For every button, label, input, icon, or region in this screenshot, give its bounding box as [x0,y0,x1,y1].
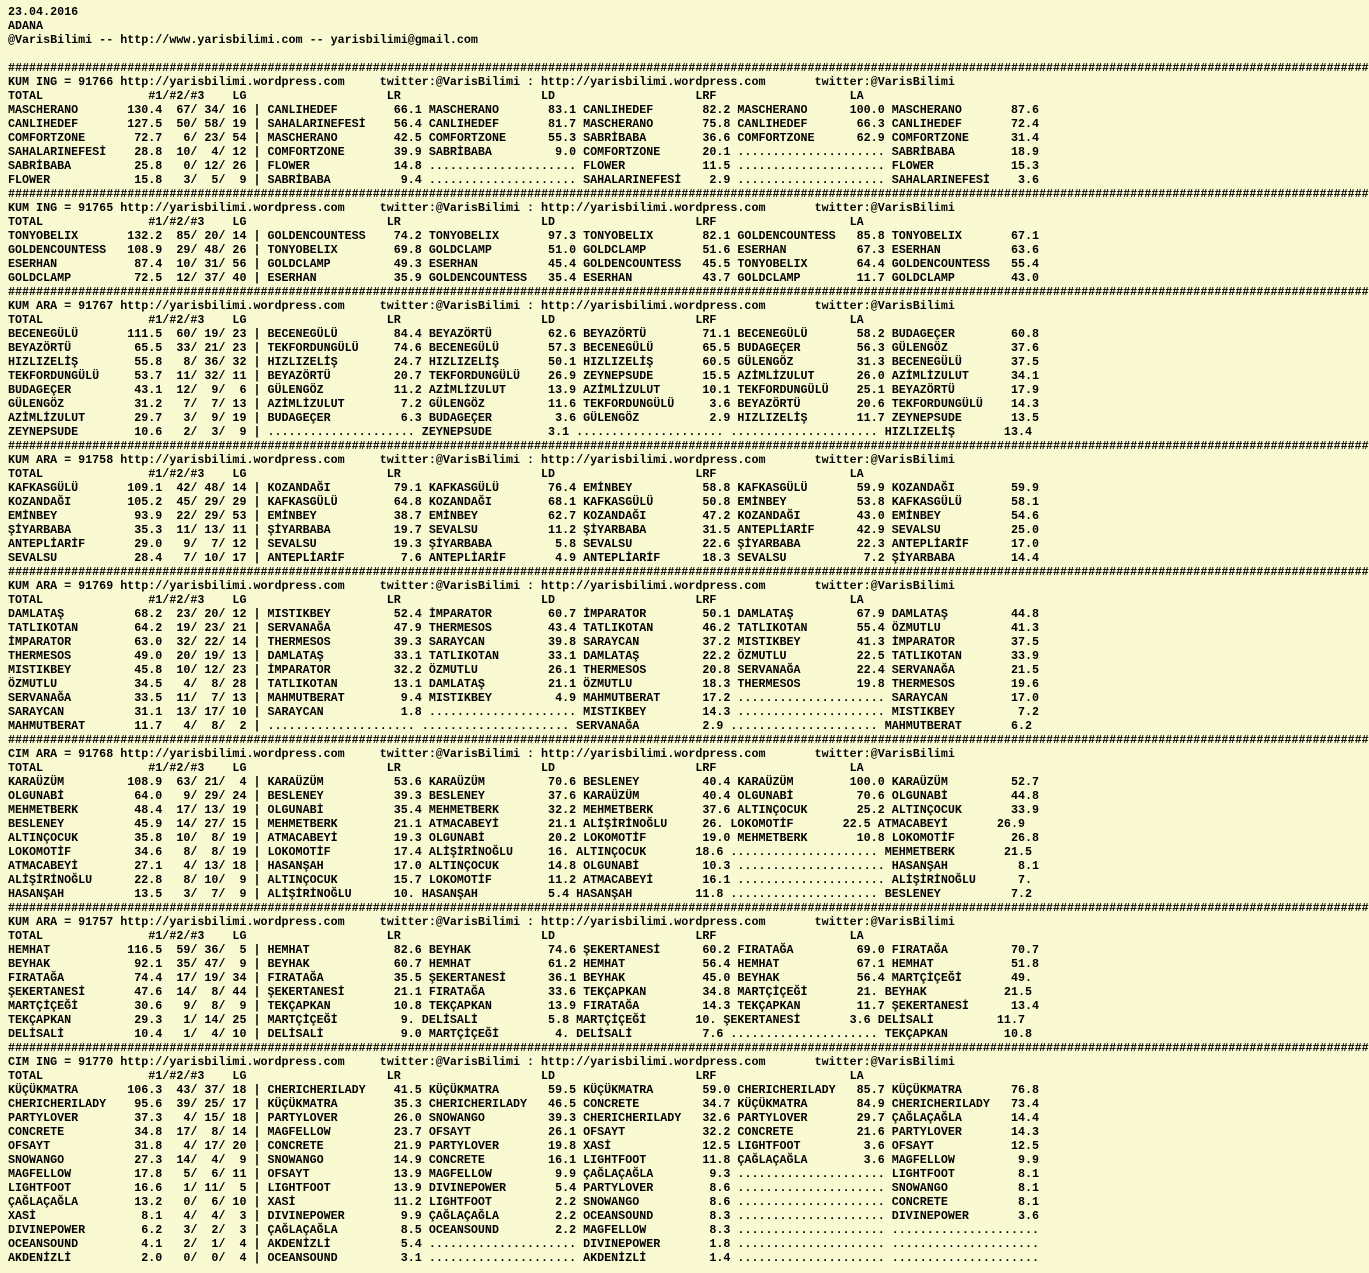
horse-row: KARAÜZÜM 108.9 63/ 21/ 4 | KARAÜZÜM 53.6 KARAÜZÜM 70.6 BESLENEY 40.4 KARAÜZÜM 100.0 KARAÜZÜM 52.7 [8,775,1040,789]
race-header-line: KUM ING = 91766 http://yarisbilimi.wordpress.com twitter:@VarisBilimi : http://yarisbilimi.wordpress.com twitter:@VarisBilimi [8,75,955,89]
horse-row: ÇAĞLAÇAĞLA 13.2 0/ 6/ 10 | XASİ 11.2 LIGHTFOOT 2.2 SNOWANGO 8.6 ..................... CONCRETE 8.1 [8,1195,1040,1209]
race-header-line: KUM ING = 91765 http://yarisbilimi.wordpress.com twitter:@VarisBilimi : http://yarisbilimi.wordpress.com twitter:@VarisBilimi [8,201,955,215]
horse-row: BEYHAK 92.1 35/ 47/ 9 | BEYHAK 60.7 HEMHAT 61.2 HEMHAT 56.4 HEMHAT 67.1 HEMHAT 51.8 [8,957,1040,971]
horse-row: ÖZMUTLU 34.5 4/ 8/ 28 | TATLIKOTAN 13.1 DAMLATAŞ 21.1 ÖZMUTLU 18.3 THERMESOS 19.8 THERMESOS 19.6 [8,677,1040,691]
document-contact: @VarisBilimi -- http://www.yarisbilimi.com -- yarisbilimi@gmail.com [8,33,478,47]
horse-row: GOLDENCOUNTESS 108.9 29/ 48/ 26 | TONYOBELIX 69.8 GOLDCLAMP 51.0 GOLDCLAMP 51.6 ESERHAN 67.3 ESERHAN 63.6 [8,243,1040,257]
horse-row: SARAYCAN 31.1 13/ 17/ 10 | SARAYCAN 1.8 ..................... MISTIKBEY 14.3 ..................... MISTIKBEY 7.2 [8,705,1040,719]
horse-row: İMPARATOR 63.0 32/ 22/ 14 | THERMESOS 39.3 SARAYCAN 39.8 SARAYCAN 37.2 MISTIKBEY 41.3 İMPARATOR 37.5 [8,635,1040,649]
document-date: 23.04.2016 [8,5,79,19]
separator-line: ################################################################################################################################################################################################## [8,1041,1369,1055]
horse-row: FIRATAĞA 74.4 17/ 19/ 34 | FIRATAĞA 35.5 ŞEKERTANESİ 36.1 BEYHAK 45.0 BEYHAK 56.4 MARTÇİÇEĞİ 49. [8,971,1032,985]
horse-row: GOLDCLAMP 72.5 12/ 37/ 40 | ESERHAN 35.9 GOLDENCOUNTESS 35.4 ESERHAN 43.7 GOLDCLAMP 11.7 GOLDCLAMP 43.0 [8,271,1040,285]
horse-row: KÜÇÜKMATRA 106.3 43/ 37/ 18 | CHERICHERILADY 41.5 KÜÇÜKMATRA 59.5 KÜÇÜKMATRA 59.0 CHERICHERILADY 85.7 KÜÇÜKMATRA 76.8 [8,1083,1040,1097]
horse-row: COMFORTZONE 72.7 6/ 23/ 54 | MASCHERANO 42.5 COMFORTZONE 55.3 SABRİBABA 36.6 COMFORTZONE 62.9 COMFORTZONE 31.4 [8,131,1040,145]
horse-row: BESLENEY 45.9 14/ 27/ 15 | MEHMETBERK 21.1 ATMACABEYİ 21.1 ALİŞİRİNOĞLU 26. LOKOMOTİF 22.5 ATMACABEYİ 26.9 [8,817,1025,831]
horse-row: ŞİYARBABA 35.3 11/ 13/ 11 | ŞİYARBABA 19.7 SEVALSU 11.2 ŞİYARBABA 31.5 ANTEPLİARİF 42.9 SEVALSU 25.0 [8,523,1040,537]
document-city: ADANA [8,19,44,33]
horse-row: TATLIKOTAN 64.2 19/ 23/ 21 | SERVANAĞA 47.9 THERMESOS 43.4 TATLIKOTAN 46.2 TATLIKOTAN 55.4 ÖZMUTLU 41.3 [8,621,1040,635]
horse-row: OCEANSOUND 4.1 2/ 1/ 4 | AKDENİZLİ 5.4 ..................... DIVINEPOWER 1.8 ..................... ..................... [8,1237,1040,1251]
horse-row: SAHALARINEFESİ 28.8 10/ 4/ 12 | COMFORTZONE 39.9 SABRİBABA 9.0 COMFORTZONE 20.1 ..................... SABRİBABA 18.9 [8,145,1040,159]
column-header-line: TOTAL #1/#2/#3 LG LR LD LRF LA [8,1069,864,1083]
horse-row: MAGFELLOW 17.8 5/ 6/ 11 | OFSAYT 13.9 MAGFELLOW 9.9 ÇAĞLAÇAĞLA 9.3 ..................... LIGHTFOOT 8.1 [8,1167,1040,1181]
separator-line: ################################################################################################################################################################################################## [8,733,1369,747]
horse-row: LIGHTFOOT 16.6 1/ 11/ 5 | LIGHTFOOT 13.9 DIVINEPOWER 5.4 PARTYLOVER 8.6 ..................... SNOWANGO 8.1 [8,1181,1040,1195]
horse-row: AKDENİZLİ 2.0 0/ 0/ 4 | OCEANSOUND 3.1 ..................... AKDENİZLİ 1.4 ..................... ..................... [8,1251,1040,1265]
horse-row: DELİSALİ 10.4 1/ 4/ 10 | DELİSALİ 9.0 MARTÇİÇEĞİ 4. DELİSALİ 7.6 ..................... TEKÇAPKAN 10.8 [8,1027,1032,1041]
horse-row: CONCRETE 34.8 17/ 8/ 14 | MAGFELLOW 23.7 OFSAYT 26.1 OFSAYT 32.2 CONCRETE 21.6 PARTYLOVER 14.3 [8,1125,1040,1139]
separator-line: ################################################################################################################################################################################################## [8,439,1369,453]
separator-line: ################################################################################################################################################################################################## [8,285,1369,299]
horse-row: TEKFORDUNGÜLÜ 53.7 11/ 32/ 11 | BEYAZÖRTÜ 20.7 TEKFORDUNGÜLÜ 26.9 ZEYNEPSUDE 15.5 AZİMLİZULUT 26.0 AZİMLİZULUT 34.1 [8,369,1040,383]
column-header-line: TOTAL #1/#2/#3 LG LR LD LRF LA [8,593,864,607]
horse-row: KOZANDAĞI 105.2 45/ 29/ 29 | KAFKASGÜLÜ 64.8 KOZANDAĞI 68.1 KAFKASGÜLÜ 50.8 EMİNBEY 53.8 KAFKASGÜLÜ 58.1 [8,495,1040,509]
race-header-line: KUM ARA = 91769 http://yarisbilimi.wordpress.com twitter:@VarisBilimi : http://yarisbilimi.wordpress.com twitter:@VarisBilimi [8,579,955,593]
horse-row: ŞEKERTANESİ 47.6 14/ 8/ 44 | ŞEKERTANESİ 21.1 FIRATAĞA 33.6 TEKÇAPKAN 34.8 MARTÇİÇEĞİ 21. BEYHAK 21.5 [8,985,1032,999]
separator-line: ################################################################################################################################################################################################## [8,61,1369,75]
horse-row: KAFKASGÜLÜ 109.1 42/ 48/ 14 | KOZANDAĞI 79.1 KAFKASGÜLÜ 76.4 EMİNBEY 58.8 KAFKASGÜLÜ 59.9 KOZANDAĞI 59.9 [8,481,1040,495]
race-header-line: CIM ING = 91770 http://yarisbilimi.wordpress.com twitter:@VarisBilimi : http://yarisbilimi.wordpress.com twitter:@VarisBilimi [8,1055,955,1069]
horse-row: LOKOMOTİF 34.6 8/ 8/ 19 | LOKOMOTİF 17.4 ALİŞİRİNOĞLU 16. ALTINÇOCUK 18.6 ..................... MEHMETBERK 21.5 [8,845,1032,859]
horse-row: OLGUNABİ 64.0 9/ 29/ 24 | BESLENEY 39.3 BESLENEY 37.6 KARAÜZÜM 40.4 OLGUNABİ 70.6 OLGUNABİ 44.8 [8,789,1040,803]
column-header-line: TOTAL #1/#2/#3 LG LR LD LRF LA [8,761,864,775]
horse-row: THERMESOS 49.0 20/ 19/ 13 | DAMLATAŞ 33.1 TATLIKOTAN 33.1 DAMLATAŞ 22.2 ÖZMUTLU 22.5 TATLIKOTAN 33.9 [8,649,1040,663]
column-header-line: TOTAL #1/#2/#3 LG LR LD LRF LA [8,313,864,327]
column-header-line: TOTAL #1/#2/#3 LG LR LD LRF LA [8,467,864,481]
horse-row: DAMLATAŞ 68.2 23/ 20/ 12 | MISTIKBEY 52.4 İMPARATOR 60.7 İMPARATOR 50.1 DAMLATAŞ 67.9 DAMLATAŞ 44.8 [8,607,1040,621]
horse-row: BEYAZÖRTÜ 65.5 33/ 21/ 23 | TEKFORDUNGÜLÜ 74.6 BECENEGÜLÜ 57.3 BECENEGÜLÜ 65.5 BUDAGEÇER 56.3 GÜLENGÖZ 37.6 [8,341,1040,355]
horse-row: SEVALSU 28.4 7/ 10/ 17 | ANTEPLİARİF 7.6 ANTEPLİARİF 4.9 ANTEPLİARİF 18.3 SEVALSU 7.2 ŞİYARBABA 14.4 [8,551,1040,565]
horse-row: DIVINEPOWER 6.2 3/ 2/ 3 | ÇAĞLAÇAĞLA 8.5 OCEANSOUND 2.2 MAGFELLOW 8.3 ..................... ..................... [8,1223,1040,1237]
horse-row: HASANŞAH 13.5 3/ 7/ 9 | ALİŞİRİNOĞLU 10. HASANŞAH 5.4 HASANŞAH 11.8 ..................... BESLENEY 7.2 [8,887,1032,901]
horse-row: PARTYLOVER 37.3 4/ 15/ 18 | PARTYLOVER 26.0 SNOWANGO 39.3 CHERICHERILADY 32.6 PARTYLOVER 29.7 ÇAĞLAÇAĞLA 14.4 [8,1111,1040,1125]
column-header-line: TOTAL #1/#2/#3 LG LR LD LRF LA [8,215,864,229]
horse-row: GÜLENGÖZ 31.2 7/ 7/ 13 | AZİMLİZULUT 7.2 GÜLENGÖZ 11.6 TEKFORDUNGÜLÜ 3.6 BEYAZÖRTÜ 20.6 TEKFORDUNGÜLÜ 14.3 [8,397,1040,411]
race-header-line: CIM ARA = 91768 http://yarisbilimi.wordpress.com twitter:@VarisBilimi : http://yarisbilimi.wordpress.com twitter:@VarisBilimi [8,747,955,761]
horse-row: TEKÇAPKAN 29.3 1/ 14/ 25 | MARTÇİÇEĞİ 9. DELİSALİ 5.8 MARTÇİÇEĞİ 10. ŞEKERTANESİ 3.6 DELİSALİ 11.7 [8,1013,1025,1027]
race-header-line: KUM ARA = 91767 http://yarisbilimi.wordpress.com twitter:@VarisBilimi : http://yarisbilimi.wordpress.com twitter:@VarisBilimi [8,299,955,313]
horse-row: SABRİBABA 25.8 0/ 12/ 26 | FLOWER 14.8 ..................... FLOWER 11.5 ..................... FLOWER 15.3 [8,159,1040,173]
horse-row: MARTÇİÇEĞİ 30.6 9/ 8/ 9 | TEKÇAPKAN 10.8 TEKÇAPKAN 13.9 FIRATAĞA 14.3 TEKÇAPKAN 11.7 ŞEKERTANESİ 13.4 [8,999,1040,1013]
horse-row: SERVANAĞA 33.5 11/ 7/ 13 | MAHMUTBERAT 9.4 MISTIKBEY 4.9 MAHMUTBERAT 17.2 ..................... SARAYCAN 17.0 [8,691,1040,705]
separator-line: ################################################################################################################################################################################################## [8,901,1369,915]
separator-line: ################################################################################################################################################################################################## [8,565,1369,579]
horse-row: TONYOBELIX 132.2 85/ 20/ 14 | GOLDENCOUNTESS 74.2 TONYOBELIX 97.3 TONYOBELIX 82.1 GOLDENCOUNTESS 85.8 TONYOBELIX 67.1 [8,229,1040,243]
horse-row: MAHMUTBERAT 11.7 4/ 8/ 2 | ..................... ..................... SERVANAĞA 2.9 ..................... MAHMUTBERAT 6.2 [8,719,1032,733]
report-lines [8,47,1369,1265]
column-header-line: TOTAL #1/#2/#3 LG LR LD LRF LA [8,929,864,943]
column-header-line: TOTAL #1/#2/#3 LG LR LD LRF LA [8,89,864,103]
horse-row: ESERHAN 87.4 10/ 31/ 56 | GOLDCLAMP 49.3 ESERHAN 45.4 GOLDENCOUNTESS 45.5 TONYOBELIX 64.4 GOLDENCOUNTESS 55.4 [8,257,1040,271]
horse-row: AZİMLİZULUT 29.7 3/ 9/ 19 | BUDAGEÇER 6.3 BUDAGEÇER 3.6 GÜLENGÖZ 2.9 HIZLIZELİŞ 11.7 ZEYNEPSUDE 13.5 [8,411,1040,425]
race-header-line: KUM ARA = 91758 http://yarisbilimi.wordpress.com twitter:@VarisBilimi : http://yarisbilimi.wordpress.com twitter:@VarisBilimi [8,453,955,467]
horse-row: XASİ 8.1 4/ 4/ 3 | DIVINEPOWER 9.9 ÇAĞLAÇAĞLA 2.2 OCEANSOUND 8.3 ..................... DIVINEPOWER 3.6 [8,1209,1040,1223]
horse-row: OFSAYT 31.8 4/ 17/ 20 | CONCRETE 21.9 PARTYLOVER 19.8 XASİ 12.5 LIGHTFOOT 3.6 OFSAYT 12.5 [8,1139,1040,1153]
race-header-line: KUM ARA = 91757 http://yarisbilimi.wordpress.com twitter:@VarisBilimi : http://yarisbilimi.wordpress.com twitter:@VarisBilimi [8,915,955,929]
horse-row: MEHMETBERK 48.4 17/ 13/ 19 | OLGUNABİ 35.4 MEHMETBERK 32.2 MEHMETBERK 37.6 ALTINÇOCUK 25.2 ALTINÇOCUK 33.9 [8,803,1040,817]
separator-line: ################################################################################################################################################################################################## [8,187,1369,201]
horse-row: MISTIKBEY 45.8 10/ 12/ 23 | İMPARATOR 32.2 ÖZMUTLU 26.1 THERMESOS 20.8 SERVANAĞA 22.4 SERVANAĞA 21.5 [8,663,1040,677]
horse-row: BECENEGÜLÜ 111.5 60/ 19/ 23 | BECENEGÜLÜ 84.4 BEYAZÖRTÜ 62.6 BEYAZÖRTÜ 71.1 BECENEGÜLÜ 58.2 BUDAGEÇER 60.8 [8,327,1040,341]
horse-row: EMİNBEY 93.9 22/ 29/ 53 | EMİNBEY 38.7 EMİNBEY 62.7 KOZANDAĞI 47.2 KOZANDAĞI 43.0 EMİNBEY 54.6 [8,509,1040,523]
horse-row: SNOWANGO 27.3 14/ 4/ 9 | SNOWANGO 14.9 CONCRETE 16.1 LIGHTFOOT 11.8 ÇAĞLAÇAĞLA 3.6 MAGFELLOW 9.9 [8,1153,1040,1167]
horse-row: HIZLIZELİŞ 55.8 8/ 36/ 32 | HIZLIZELİŞ 24.7 HIZLIZELİŞ 50.1 HIZLIZELİŞ 60.5 GÜLENGÖZ 31.3 BECENEGÜLÜ 37.5 [8,355,1040,369]
horse-row: CHERICHERILADY 95.6 39/ 25/ 17 | KÜÇÜKMATRA 35.3 CHERICHERILADY 46.5 CONCRETE 34.7 KÜÇÜKMATRA 84.9 CHERICHERILADY 73.4 [8,1097,1040,1111]
horse-row: FLOWER 15.8 3/ 5/ 9 | SABRİBABA 9.4 ..................... SAHALARINEFESİ 2.9 ..................... SAHALARINEFESİ 3.6 [8,173,1040,187]
horse-row: ALİŞİRİNOĞLU 22.8 8/ 10/ 9 | ALTINÇOCUK 15.7 LOKOMOTİF 11.2 ATMACABEYİ 16.1 ..................... ALİŞİRİNOĞLU 7. [8,873,1032,887]
blank-line [8,47,1072,61]
horse-row: ALTINÇOCUK 35.8 10/ 8/ 19 | ATMACABEYİ 19.3 OLGUNABİ 20.2 LOKOMOTİF 19.0 MEHMETBERK 10.8 LOKOMOTİF 26.8 [8,831,1040,845]
horse-row: BUDAGEÇER 43.1 12/ 9/ 6 | GÜLENGÖZ 11.2 AZİMLİZULUT 13.9 AZİMLİZULUT 10.1 TEKFORDUNGÜLÜ 25.1 BEYAZÖRTÜ 17.9 [8,383,1040,397]
horse-row: ZEYNEPSUDE 10.6 2/ 3/ 9 | ..................... ZEYNEPSUDE 3.1 ..................... ..................... HIZLIZELİŞ 13.4 [8,425,1032,439]
horse-row: MASCHERANO 130.4 67/ 34/ 16 | CANLIHEDEF 66.1 MASCHERANO 83.1 CANLIHEDEF 82.2 MASCHERANO 100.0 MASCHERANO 87.6 [8,103,1040,117]
horse-row: ANTEPLİARİF 29.0 9/ 7/ 12 | SEVALSU 19.3 ŞİYARBABA 5.8 SEVALSU 22.6 ŞİYARBABA 22.3 ANTEPLİARİF 17.0 [8,537,1040,551]
horse-row: CANLIHEDEF 127.5 50/ 58/ 19 | SAHALARINEFESİ 56.4 CANLIHEDEF 81.7 MASCHERANO 75.8 CANLIHEDEF 66.3 CANLIHEDEF 72.4 [8,117,1040,131]
horse-row: HEMHAT 116.5 59/ 36/ 5 | HEMHAT 82.6 BEYHAK 74.6 ŞEKERTANESİ 60.2 FIRATAĞA 69.0 FIRATAĞA 70.7 [8,943,1040,957]
horse-row: ATMACABEYİ 27.1 4/ 13/ 18 | HASANŞAH 17.0 ALTINÇOCUK 14.8 OLGUNABİ 10.3 ..................... HASANŞAH 8.1 [8,859,1040,873]
